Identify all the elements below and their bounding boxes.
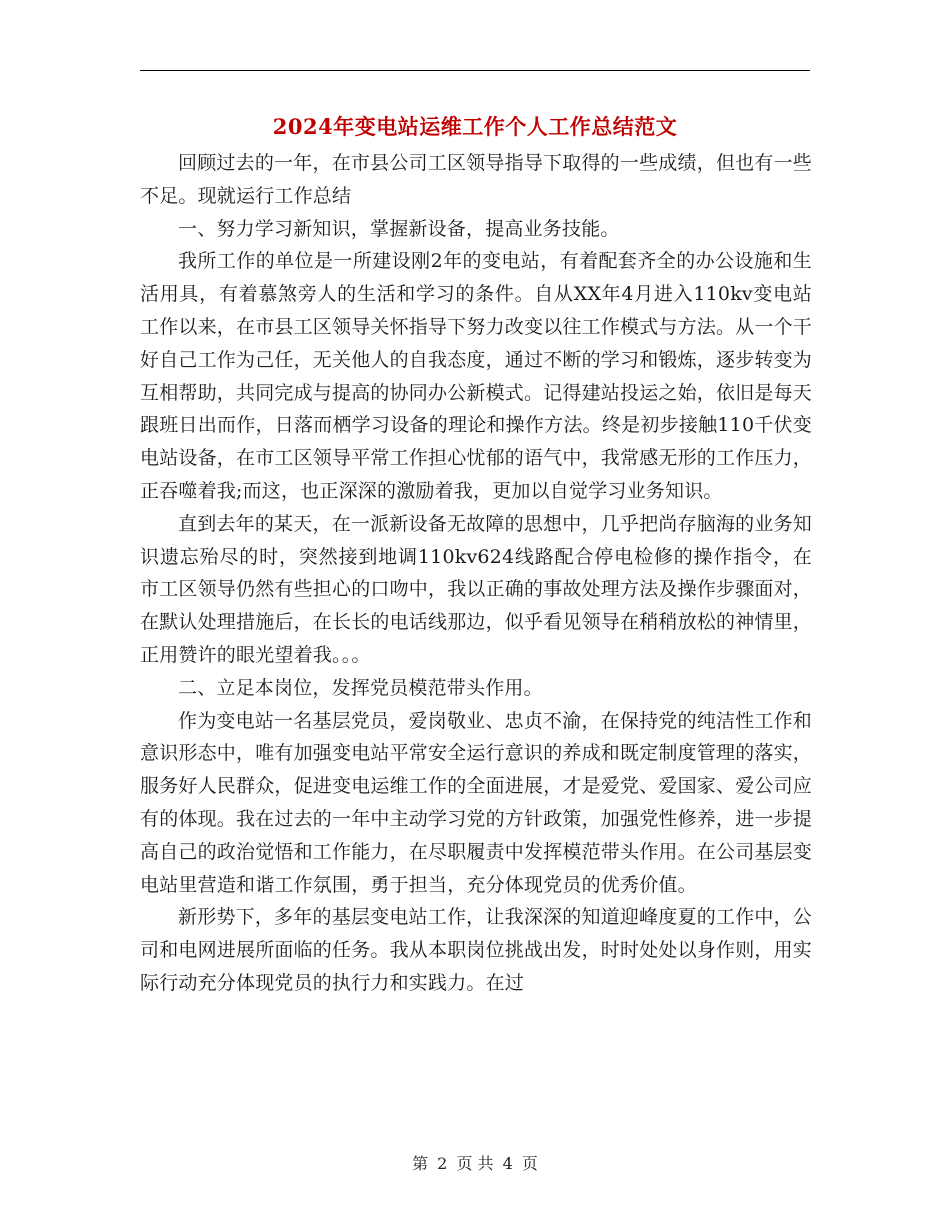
page-number: 2 <box>437 1154 448 1173</box>
page-footer <box>0 1153 950 1175</box>
document-body <box>140 147 812 1000</box>
section-heading-2: 二、立足本岗位，发挥党员模范带头作用。 <box>178 676 543 699</box>
paragraph: 直到去年的某天，在一派新设备无故障的思想中，几乎把尚存脑海的业务知识遗忘殆尽的时，突然接到地调110kv624线路配合停电检修的操作指令，在市工区领导仍然有些担心的口吻中，我以正确的事故处理方法及操作步骤面对，在默认处理措施后，在长长的电话线那边，似乎看见领导在稍稍放松的神情里，正用赞许的眼光望着我。。。 <box>140 512 813 666</box>
paragraph: 我所工作的单位是一所建设刚2年的变电站，有着配套齐全的办公设施和生活用具，有着慕煞旁人的生活和学习的条件。自从XX年4月进入110kv变电站工作以来，在市县工区领导关怀指导下努力改变以往工作模式与方法。从一个干好自己工作为己任，无关他人的自我态度，通过不断的学习和锻炼，逐步转变为互相帮助，共同完成与提高的协同办公新模式。记得建站投运之始，依旧是每天跟班日出而作，日落而栖学习设备的理论和操作方法。终是初步接触110千伏变电站设备，在市工区领导平常工作担心忧郁的语气中，我常感无形的工作压力，正吞噬着我;而这，也正深深的激励着我，更加以自觉学习业务知识。 <box>140 250 813 502</box>
paragraph: 作为变电站一名基层党员，爱岗敬业、忠贞不渝，在保持党的纯洁性工作和意识形态中，唯有加强变电站平常安全运行意识的养成和既定制度管理的落实，服务好人民群众，促进变电运维工作的全面进展，才是爱党、爱国家、爱公司应有的体现。我在过去的一年中主动学习党的方针政策，加强党性修养，进一步提高自己的政治觉悟和工作能力，在尽职履责中发挥模范带头作用。在公司基层变电站里营造和谐工作氛围，勇于担当，充分体现党员的优秀价值。 <box>140 709 813 896</box>
footer-middle: 页 共 <box>456 1154 494 1173</box>
section-heading-1: 一、努力学习新知识，掌握新设备，提高业务技能。 <box>178 217 620 240</box>
footer-prefix: 第 <box>412 1154 429 1173</box>
footer-suffix: 页 <box>521 1154 538 1173</box>
paragraph: 新形势下，多年的基层变电站工作，让我深深的知道迎峰度夏的工作中，公司和电网进展所面临的任务。我从本职岗位挑战出发，时时处处以身作则，用实际行动充分体现党员的执行力和实践力。在过 <box>140 906 813 994</box>
header-rule <box>140 70 810 71</box>
paragraph-intro: 回顾过去的一年，在市县公司工区领导指导下取得的一些成绩，但也有一些不足。现就运行工作总结 <box>140 152 812 207</box>
total-pages: 4 <box>502 1154 513 1173</box>
document-title: 2024年变电站运维工作个人工作总结范文 <box>272 114 678 139</box>
